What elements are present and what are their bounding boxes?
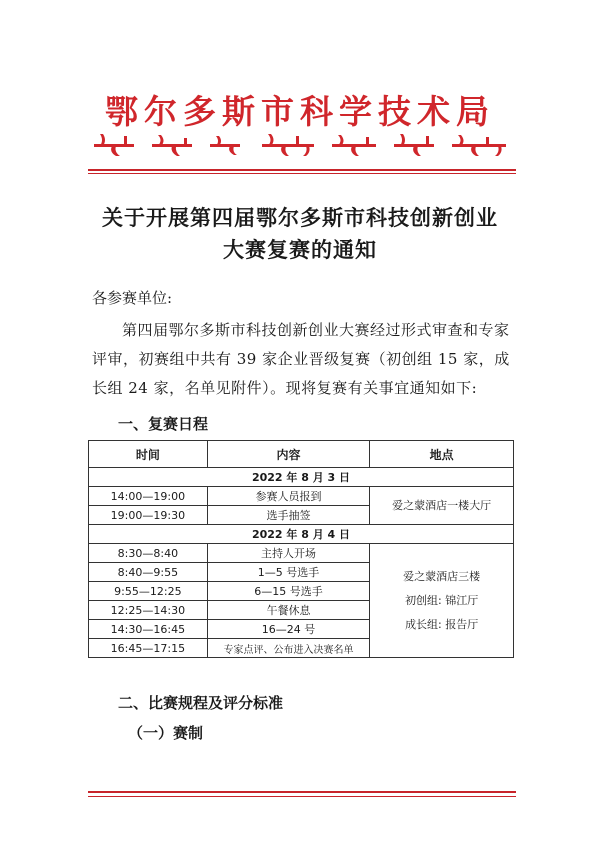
content-cell: 选手抽签 [207,506,370,525]
location-venue: 爱之蒙酒店三楼 [403,569,481,583]
agency-letterhead: 鄂尔多斯市科学技术局 [105,92,495,131]
content-cell: 参赛人员报到 [207,487,370,506]
subsection-heading-format: （一）赛制 [128,724,204,742]
time-cell: 16:45—17:15 [89,639,208,658]
mongolian-script-logo [92,130,512,158]
header-divider-bottom [88,173,516,174]
footer-divider-bottom [88,796,516,797]
column-header-location: 地点 [370,441,514,468]
date-label: 2022 年 8 月 3 日 [89,468,514,487]
time-cell: 9:55—12:25 [89,582,208,601]
table-row [89,544,514,563]
salutation: 各参赛单位: [92,289,173,307]
column-header-content: 内容 [207,441,370,468]
document-title-line1: 关于开展第四届鄂尔多斯市科技创新创业 [102,205,498,230]
time-cell: 8:40—9:55 [89,563,208,582]
location-startup-group: 初创组: 锦江厅 [405,593,479,607]
section-heading-rules: 二、比赛规程及评分标准 [118,694,284,712]
location-cell: 爱之蒙酒店一楼大厅 [370,487,514,525]
table-header-row [89,441,514,468]
section-heading-schedule: 一、复赛日程 [118,415,209,433]
footer-divider-top [88,791,516,793]
time-cell: 14:30—16:45 [89,620,208,639]
table-row [89,487,514,506]
content-cell: 6—15 号选手 [207,582,370,601]
column-header-time: 时间 [89,441,208,468]
date-row-day1 [89,468,514,487]
content-cell: 主持人开场 [207,544,370,563]
time-cell: 14:00—19:00 [89,487,208,506]
document-title-line2: 大赛复赛的通知 [223,237,377,262]
time-cell: 12:25—14:30 [89,601,208,620]
date-row-day2 [89,525,514,544]
schedule-table [88,440,514,658]
content-cell: 专家点评、公布进入决赛名单 [207,639,370,658]
content-cell: 午餐休息 [207,601,370,620]
location-cell [370,544,514,658]
content-cell: 1—5 号选手 [207,563,370,582]
date-label: 2022 年 8 月 4 日 [89,525,514,544]
time-cell: 19:00—19:30 [89,506,208,525]
intro-paragraph: 第四届鄂尔多斯市科技创新创业大赛经过形式审查和专家评审，初赛组中共有 39 家企业晋级复赛（初创组 15 家，成长组 24 家，名单见附件）。现将复赛有关事宜通知如下: [92,321,510,397]
location-growth-group: 成长组: 报告厅 [405,617,479,631]
content-cell: 16—24 号 [207,620,370,639]
time-cell: 8:30—8:40 [89,544,208,563]
header-divider-top [88,169,516,171]
